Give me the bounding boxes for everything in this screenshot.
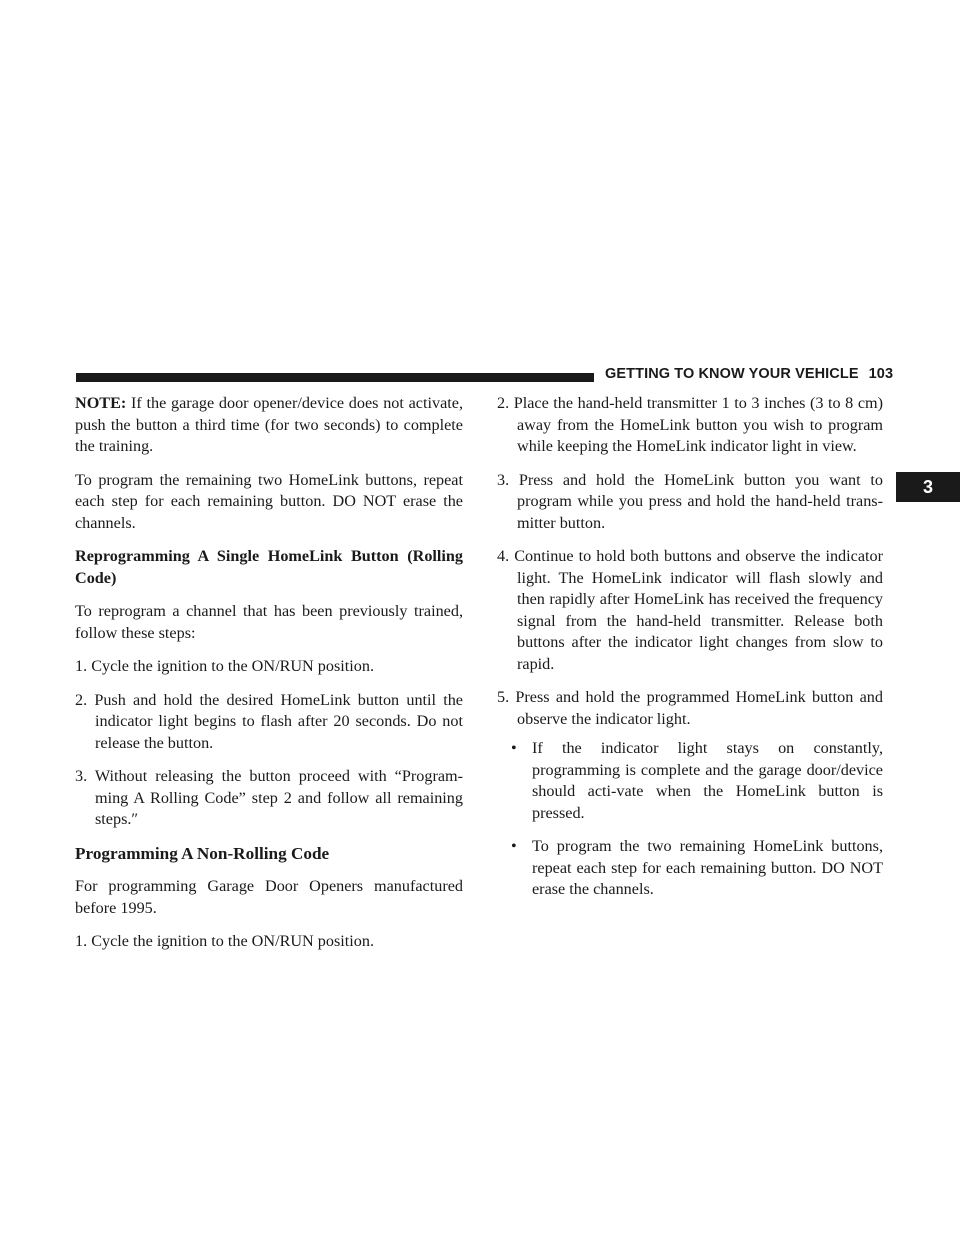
nonrolling-intro: For programming Garage Door Openers manufactured before 1995.: [75, 877, 463, 917]
step-2: 2. Place the hand-held transmitter 1 to 3 inches (3 to 8 cm) away from the HomeLink button you wish to program while keeping the HomeLink indicator light in view.: [497, 394, 883, 455]
bullet-text: To program the two remaining HomeLink buttons, repeat each step for each remaining button. DO NOT erase the channels.: [532, 837, 883, 898]
reprogram-heading: Reprogramming A Single HomeLink Button (Rolling Code): [75, 547, 463, 587]
note-text: If the garage door opener/device does not activate, push the button a third time (for two seconds) to complete the training.: [75, 394, 463, 455]
bullet-text: If the indicator light stays on constantly, programming is complete and the garage door/device should acti-vate when the HomeLink button is pressed.: [532, 739, 883, 822]
running-header: [605, 366, 893, 382]
step-3: 3. Press and hold the HomeLink button you want to program while you press and hold the hand-held trans-mitter button.: [497, 470, 883, 532]
left-column: [75, 393, 463, 965]
reprogram-step-1: 1. Cycle the ignition to the ON/RUN position.: [75, 657, 375, 675]
step-4: 4. Continue to hold both buttons and observe the indicator light. The HomeLink indicator will flash slowly and then rapidly after HomeLink has received the frequency signal from the hand-held transmitter. Release both buttons after the indicator light changes from slow to rapid.: [497, 547, 883, 673]
step-5: 5. Press and hold the programmed HomeLink button and observe the indicator light.: [497, 688, 883, 728]
nonrolling-heading: Programming A Non-Rolling Code: [75, 843, 330, 863]
section-title: GETTING TO KNOW YOUR VEHICLE: [605, 366, 859, 382]
chapter-tab: 3: [896, 472, 960, 502]
bullet-item: [497, 738, 883, 824]
reprogram-step-2: 2. Push and hold the desired HomeLink button until the indicator light begins to flash after 20 seconds. Do not release the button.: [75, 690, 463, 752]
remaining-buttons-paragraph: To program the remaining two HomeLink buttons, repeat each step for each remaining button. DO NOT erase the channels.: [75, 470, 463, 532]
reprogram-intro: To reprogram a channel that has been previously trained, follow these steps:: [75, 602, 463, 642]
bullet-item: [497, 836, 883, 901]
note-paragraph: [75, 393, 463, 458]
bullet-dot: •: [511, 739, 517, 757]
header-rule: [76, 373, 594, 382]
page-number: 103: [868, 366, 894, 382]
bullet-dot: •: [511, 837, 517, 855]
note-label: NOTE:: [75, 394, 127, 412]
reprogram-step-3: 3. Without releasing the button proceed with “Program-ming A Rolling Code” step 2 and follow all remaining steps.″: [75, 767, 463, 828]
right-column: [497, 393, 883, 913]
nonrolling-step-1: 1. Cycle the ignition to the ON/RUN position.: [75, 932, 375, 950]
